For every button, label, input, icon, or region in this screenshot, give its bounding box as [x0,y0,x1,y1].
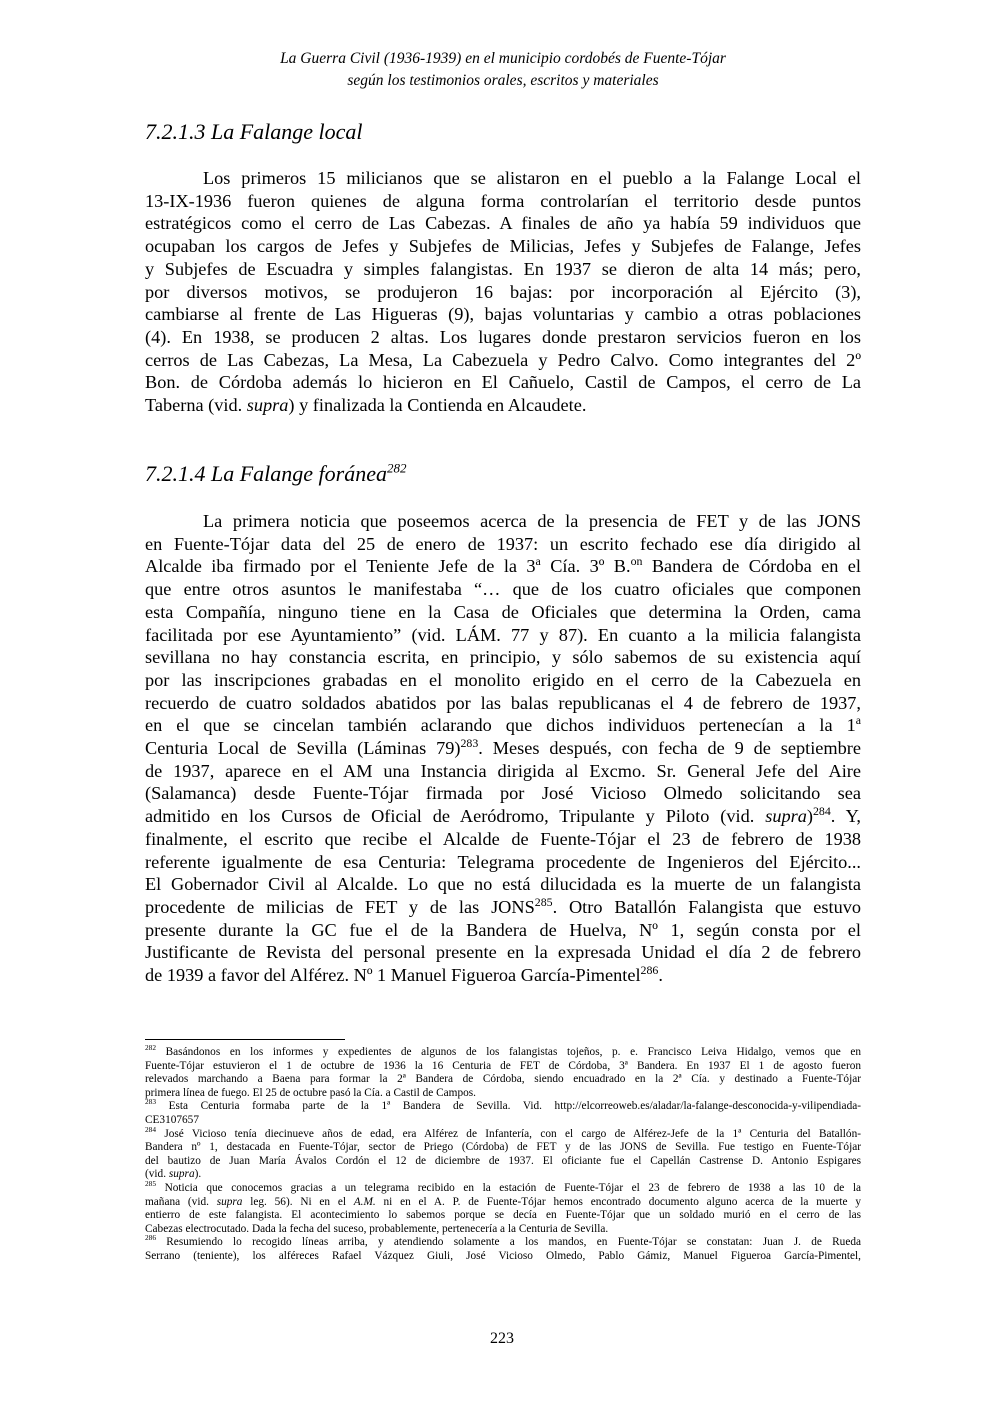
text-run: leg. 56). Ni en el [242,1195,354,1208]
text-run: Esta Centuria formaba parte de la 1ª Bandera de Sevilla. Vid. http://elcorreoweb.es/aladar/la-falange-desconocida-y-vilipendiada- [156,1100,861,1113]
footnote-284-line: del bautizo de Juan María Ávalos Cordón el 12 de diciembre de 1937. El oficiante fue el Capellán Castrense D. Antonio Espigares [145,1154,861,1167]
footnote-ref-282[interactable]: 282 [387,460,407,476]
text-run: de 1939 a favor del Alférez. Nº 1 Manuel Figueroa García-Pimentel [145,965,641,986]
footnote-separator [145,1039,345,1040]
footnote-283-line [145,1097,861,1114]
footnote-284-line [145,1168,861,1182]
paragraph-line: recuerdo de cuatro soldados abatidos por las balas republicanas el 4 de febrero de 1937, [145,692,861,713]
paragraph-line [145,896,861,919]
footnote-number: 286 [145,1233,156,1243]
paragraph-line: finalmente, el escrito que recibe el Alcalde de Fuente-Tójar el 23 de febrero de 1938 [145,828,861,849]
footnote-number: 282 [145,1043,156,1053]
text-run: Cía. 3º B. [540,556,631,577]
footnote-number: 283 [145,1097,156,1107]
italic-run: supra [246,395,289,416]
text-run: Noticia que conocemos gracias a un telegrama recibido en la estación de Fuente-Tójar el 23 de febrero de 1938 a las 10 de la [156,1181,861,1194]
text-run: Bandera de Córdoba en el [642,556,861,577]
page-number: 223 [490,1330,514,1347]
footnote-286-line [145,1233,861,1250]
superscript: a [535,554,541,569]
paragraph-line: estratégicos como el cerro de Las Cabezas. A finales de año ya había 59 individuos que [145,213,861,234]
text-run: mañana (vid. [145,1195,217,1208]
section-heading-falange-local: 7.2.1.3 La Falange local [145,119,363,144]
footnote-284-line: Bandera nº 1, destacada en Fuente-Tójar, sector de Priego (Córdoba) de FET y de las JONS de Sevilla. Fue testigo en Fuente-Tójar [145,1141,861,1154]
text-run: . Meses después, con fecha de 9 de septiembre [478,738,861,759]
footnote-285-line [145,1196,861,1210]
paragraph-falange-local [145,167,861,417]
footnote-ref-283[interactable]: 283 [460,735,479,750]
text-run: en el que se cincelan también aclarando que dichos individuos pertenecían a la 1 [145,715,856,736]
paragraph-line: por diversos motivos, se produjeron 16 bajas: por incorporación al Ejército (3), [145,281,861,302]
text-run: ni en el A. P. de Fuente-Tójar hemos encontrado documento alguno acerca de la muerte y [375,1195,861,1208]
italic-run: supra [765,806,807,827]
running-header-line-2: según los testimonios orales, escritos y materiales [347,72,659,89]
text-run: admitido en los Cursos de Oficial de Aeródromo, Tripulante y Piloto (vid. [145,806,766,827]
paragraph-line: cerros de Las Cabezas, La Mesa, La Cabezuela y Pedro Calvo. Como integrantes del 2º [145,349,861,370]
text-run: procedente de milicias de FET y de las JONS [145,896,535,917]
paragraph-line: (4). En 1938, se producen 2 altas. Los lugares donde prestaron servicios fueron en los [145,326,861,347]
paragraph-line: que entre otros asuntos le manifestaba “… que de los cuatro oficiales que componen [145,579,861,600]
paragraph-line: El Gobernador Civil al Alcalde. Lo que no está dilucidada es la muerte de un falangista [145,874,861,895]
paragraph-line: (Salamanca) desde Fuente-Tójar firmada por José Vicioso Olmedo solicitando sea [145,783,861,804]
running-header [145,48,861,92]
paragraph-line: esta Compañía, ninguno tiene en la Casa de Oficiales que determina la Orden, cama [145,601,861,622]
paragraph-line: presente durante la GC fue el de la Bandera de Huelva, Nº 1, según consta por el [145,919,861,940]
paragraph-line: ocupaban los cargos de Jefes y Subjefes de Milicias, Jefes y Subjefes de Falange, Jefes [145,236,861,257]
superscript: on [630,554,643,569]
paragraph-line: en Fuente-Tójar data del 25 de enero de 1937: un escrito fechado ese día dirigido al [145,533,861,554]
paragraph-line: por las inscripciones grabadas en el monolito erigido en el cerro de la Cabezuela en [145,669,861,690]
paragraph-line: 13-IX-1936 fueron quienes de alguna forma controlarían el territorio desde puntos [145,190,861,211]
text-run: ). [194,1168,202,1181]
running-header-line-1: La Guerra Civil (1936-1939) en el municipio cordobés de Fuente-Tójar [280,50,726,67]
italic-run: A.M. [353,1195,376,1208]
paragraph-falange-foranea [145,510,861,987]
text-run: Alcalde iba firmado por el Teniente Jefe de la 3 [145,556,536,577]
paragraph-line: cambiarse al frente de Las Higueras (9), bajas voluntarias y cambio a otras poblaciones [145,304,861,325]
paragraph-line [145,394,861,417]
italic-run: supra [216,1195,243,1208]
footnote-282-line: relevados marchando a Baena para formar la 2ª Bandera de Córdoba, siendo encuadrado en la 2ª Cía. y destinado a Fuente-Tójar [145,1073,861,1086]
text-run: Centuria Local de Sevilla (Láminas 79) [145,738,461,759]
footnote-number: 285 [145,1179,156,1189]
footnote-282-line [145,1043,861,1060]
text-run: . Otro Batallón Falangista que estuvo [552,896,862,917]
paragraph-line: Justificante de Revista del personal presente en la expresada Unidad el día 2 de febrero [145,942,861,963]
paragraph-line: facilitada por ese Ayuntamiento” (vid. LÁM. 77 y 87). En cuanto a la milicia falangista [145,624,861,645]
paragraph-line: Bon. de Córdoba además lo hicieron en El Cañuelo, Castil de Campos, el cerro de La [145,372,861,393]
paragraph-line [145,737,861,760]
footnote-ref-285[interactable]: 285 [534,894,553,909]
paragraph-line [145,714,861,737]
footnote-282-line: Fuente-Tójar estuvieron el 1 de octubre de 1936 la 16 Centuria de FET de Córdoba, 3ª Bandera. En 1937 El 1 de agosto fueron [145,1059,861,1072]
text-run: Basándonos en los informes y expedientes de algunos de los falangistas tojeños, p. e. Francisco Leiva Hidalgo, vemos que en [156,1046,861,1058]
text-run: ) y finalizada la Contienda en Alcaudete. [288,395,587,416]
footnote-285-line [145,1179,861,1196]
superscript: a [855,713,861,728]
text-run: José Vicioso tenía diecinueve años de edad, era Alférez de Infantería, con el cargo de Alférez-Jefe de la 1ª Centuria del Batallón- [156,1127,861,1140]
paragraph-line [145,805,861,828]
text-run: ) [806,806,813,827]
footnote-282-line: primera línea de fuego. El 25 de octubre pasó la Cía. a Castil de Campos. [145,1086,476,1099]
text-run: Resumiendo lo recogido líneas arriba, y atendiendo solamente a los mandos, en Fuente-Tójar se constatan: Juan J. de Rueda [156,1236,861,1249]
footnote-283-line: CE3107657 [145,1113,199,1126]
heading-text: 7.2.1.4 La Falange foránea [145,461,387,486]
text-run: Taberna (vid. [145,395,247,416]
footnotes [145,1043,861,1264]
paragraph-line: La primera noticia que poseemos acerca de la presencia de FET y de las JONS [203,511,861,531]
paragraph-line: referente igualmente de esa Centuria: Telegrama procedente de Ingenieros del Ejército... [145,851,861,872]
paragraph-line: de 1937, aparece en el AM una Instancia dirigida al Excmo. Sr. General Jefe del Aire [145,760,861,781]
footnote-284-line [145,1124,861,1142]
footnote-ref-286[interactable]: 286 [640,962,659,977]
text-run: . Y, [830,806,861,827]
footnote-286-line: Serrano (teniente), los alféreces Rafael Vázquez Giuli, José Vicioso Olmedo, Pablo Gámiz, Manuel Figueroa García-Pimentel, [145,1249,861,1262]
section-heading-falange-foranea [145,460,407,488]
paragraph-line: Los primeros 15 milicianos que se alistaron en el pueblo a la Falange Local el [203,168,861,188]
paragraph-line [145,555,861,578]
footnote-ref-284[interactable]: 284 [812,804,831,819]
text-run: . [658,965,663,986]
paragraph-line: sevillana no hay constancia escrita, en principio, y sólo sabemos de su existencia aquí [145,647,861,668]
footnote-number: 284 [145,1124,156,1134]
footnote-285-line: entierro de este falangista. El acontecimiento lo sabemos porque se decía en Fuente-Tójar que un soldado murió en el cerro de las [145,1209,861,1222]
text-run: (vid. [145,1168,169,1181]
italic-run: supra [168,1168,195,1181]
footnote-285-line: Cabezas electrocutado. Dada la fecha del suceso, probablemente, pertenecería a la Centuria de Sevilla. [145,1222,609,1235]
paragraph-line: y Subjefes de Escuadra y simples falangistas. En 1937 se dieron de alta 14 más; pero, [145,258,861,279]
paragraph-line [145,964,861,987]
